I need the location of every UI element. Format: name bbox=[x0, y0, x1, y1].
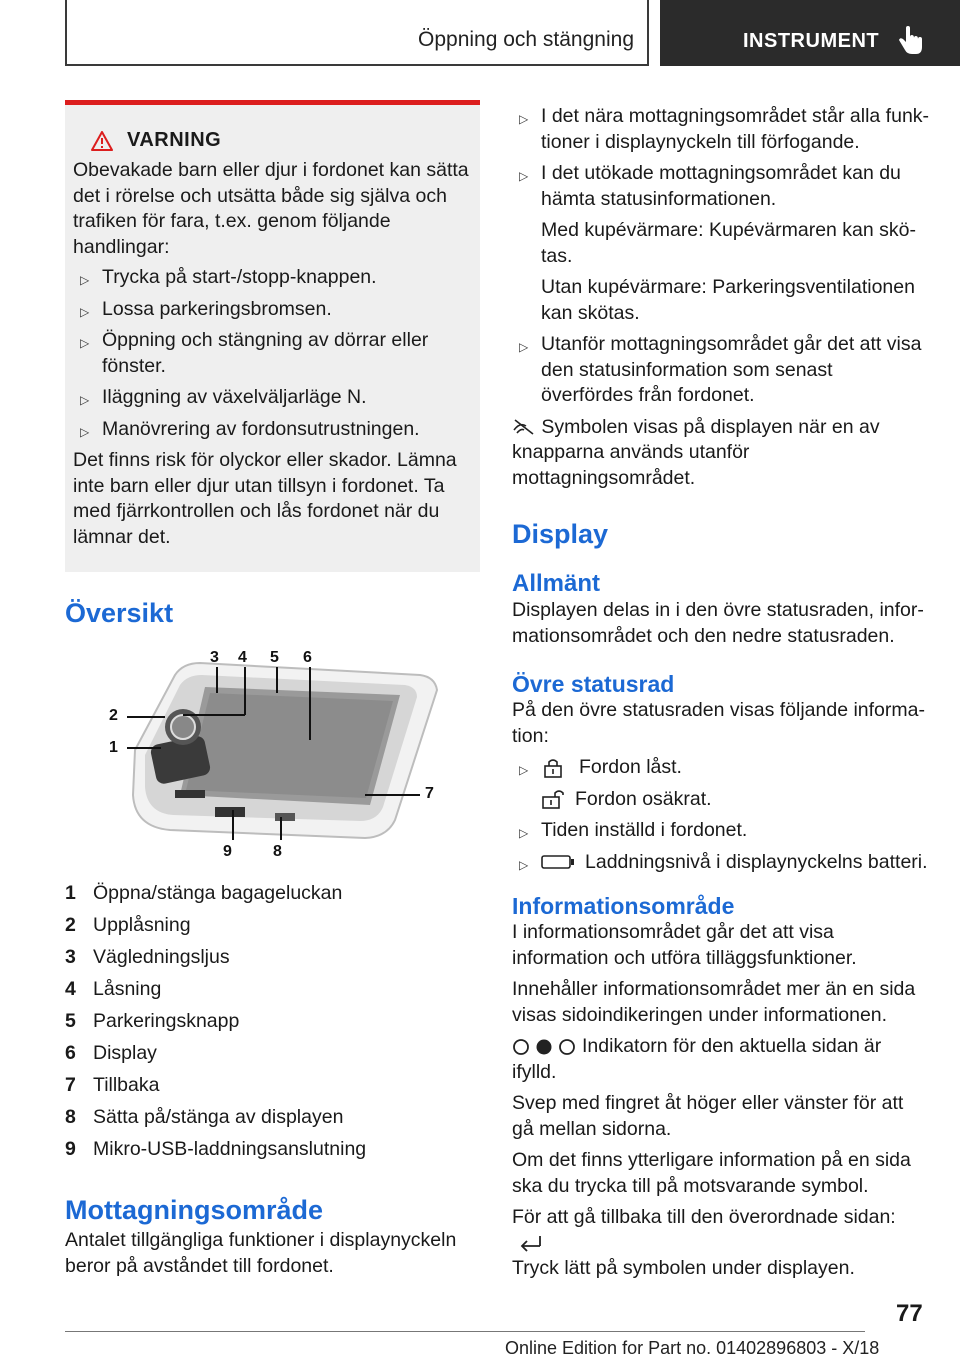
legend-row: 2 Upplåsning bbox=[65, 914, 191, 936]
right-column bbox=[512, 104, 930, 1282]
hand-pointer-icon bbox=[896, 26, 924, 56]
sub-paragraph: Utan kupévärmare: Parkeringsventilationen kan skötas. bbox=[541, 276, 915, 324]
legend-row: 7 Tillbaka bbox=[65, 1074, 160, 1096]
info-paragraph: Om det finns ytterligare information på en sida ska du trycka till på motsvarande symbol. bbox=[512, 1149, 911, 1197]
warning-list bbox=[73, 265, 472, 442]
legend-row: 3 Vägledningsljus bbox=[65, 946, 230, 968]
legend-row: 5 Parkeringsknapp bbox=[65, 1010, 240, 1032]
sub-paragraph: Med kupévärmare: Kupévärmaren kan skötas. bbox=[541, 219, 917, 267]
list-item: ▷ Manövrering av fordonsutrustningen. bbox=[73, 417, 472, 443]
bullet-triangle-icon: ▷ bbox=[519, 169, 529, 183]
bullet-triangle-icon: ▷ bbox=[519, 763, 529, 777]
figure-label: 8 bbox=[273, 843, 282, 860]
info-paragraph: I informationsområdet går det att visa information och utföra tilläggsfunktioner. bbox=[512, 921, 857, 969]
symbol-paragraph: Symbolen visas på displayen när en av knapparna används utanför mottagningsområdet. bbox=[512, 415, 880, 489]
footer-edition: Online Edition for Part no. 01402896803 - X/18 bbox=[505, 1338, 880, 1358]
figure-label: 2 bbox=[109, 707, 118, 724]
legend-row: 1 Öppna/stänga bagageluckan bbox=[65, 882, 343, 904]
figure-label: 3 bbox=[210, 649, 219, 666]
list-item: ▷ Fordon låst. Fordon osäkrat. bbox=[512, 755, 930, 812]
ovre-statusrad-text: På den övre statusraden visas följande information: bbox=[512, 699, 925, 747]
bullet-triangle-icon: ▷ bbox=[519, 857, 529, 872]
page-number: 77 bbox=[896, 1300, 923, 1327]
figure-label: 6 bbox=[303, 649, 312, 666]
header-section-title: Öppning och stängning bbox=[418, 28, 634, 51]
legend-row: 9 Mikro-USB-laddningsanslutning bbox=[65, 1138, 367, 1160]
battery-icon bbox=[541, 854, 575, 870]
list-item: ▷ I det nära mottagningsområdet står alla funktioner i displaynyckeln till förfogande. bbox=[519, 105, 930, 153]
warning-intro: Obevakade barn eller djur i fordonet kan sätta det i rörelse och utsätta både sig själva och trafiken för fara, t.ex. genom följande handlingar: bbox=[73, 159, 469, 258]
page-header bbox=[0, 0, 960, 66]
warning-title bbox=[91, 129, 472, 152]
figure-label: 1 bbox=[109, 739, 118, 756]
ovre-statusrad-heading: Övre statusrad bbox=[512, 671, 675, 697]
warning-title-text: VARNING bbox=[127, 129, 222, 151]
figure-label: 5 bbox=[270, 649, 279, 666]
warning-box bbox=[65, 100, 480, 572]
out-of-range-icon bbox=[512, 418, 536, 436]
allmant-heading: Allmänt bbox=[512, 570, 601, 597]
legend-row: 4 Låsning bbox=[65, 978, 162, 1000]
sub-paragraph: Fordon osäkrat. bbox=[541, 787, 930, 813]
header-chapter-label: INSTRUMENT bbox=[743, 30, 880, 52]
oversikt-heading: Översikt bbox=[65, 598, 174, 628]
bullet-triangle-icon: ▷ bbox=[80, 273, 90, 287]
header-chapter-tab bbox=[660, 0, 960, 66]
info-paragraph: Innehåller informationsområdet mer än en sida visas sidoindikeringen under informationen. bbox=[512, 978, 916, 1026]
info-indicator-paragraph: Indikatorn för den aktuella sidan är ifylld. bbox=[512, 1035, 882, 1083]
bullet-triangle-icon: ▷ bbox=[80, 336, 90, 350]
legend-row: 6 Display bbox=[65, 1042, 157, 1064]
bullet-triangle-icon: ▷ bbox=[519, 112, 529, 126]
figure-label: 4 bbox=[238, 649, 247, 666]
left-column bbox=[65, 100, 480, 1279]
ovre-statusrad-list bbox=[512, 755, 930, 875]
informationsomrade-heading: Informationsområde bbox=[512, 893, 735, 919]
warning-triangle-icon bbox=[91, 131, 113, 151]
warning-outro: Det finns risk för olyckor eller skador. Lämna inte barn eller djur utan tillsyn i fordonet. Ta med fjärrkontrollen och lås fordonet när du lämnar det. bbox=[73, 449, 457, 548]
mottagning-heading: Mottagningsområde bbox=[65, 1195, 324, 1225]
list-item: ▷ Laddningsnivå i displaynyckelns batteri. bbox=[512, 850, 930, 876]
unlock-icon bbox=[541, 789, 565, 809]
display-key-figure bbox=[65, 645, 480, 865]
figure-legend bbox=[65, 877, 480, 1165]
bullet-triangle-icon: ▷ bbox=[519, 340, 529, 354]
list-item: ▷ Tiden inställd i fordonet. bbox=[512, 818, 930, 844]
list-item: ▷ Lossa parkeringsbromsen. bbox=[73, 297, 472, 323]
list-item: ▷ Iläggning av växelväljarläge N. bbox=[73, 385, 472, 411]
bullet-triangle-icon: ▷ bbox=[80, 393, 90, 407]
footer-divider bbox=[65, 1331, 865, 1332]
back-arrow-icon bbox=[518, 1234, 544, 1252]
info-back-paragraph: För att gå tillbaka till den överordnade sidan: Tryck lätt på symbolen under displayen. bbox=[512, 1206, 896, 1279]
display-key-illustration bbox=[65, 645, 480, 865]
lock-icon bbox=[541, 758, 565, 778]
mottagning-list bbox=[512, 104, 930, 409]
list-item: ▷ Öppning och stängning av dörrar eller fönster. bbox=[80, 329, 429, 377]
list-item: ▷ Utanför mottagningsområdet går det att visa den statusinformation som senast överfördes från fordonet. bbox=[519, 333, 922, 406]
bullet-triangle-icon: ▷ bbox=[80, 304, 90, 319]
figure-label: 7 bbox=[425, 785, 434, 802]
info-paragraph: Svep med fingret åt höger eller vänster för att gå mellan sidorna. bbox=[512, 1092, 904, 1140]
bullet-triangle-icon: ▷ bbox=[80, 424, 90, 439]
mottagning-text: Antalet tillgängliga funktioner i displaynyckeln beror på avståndet till fordonet. bbox=[65, 1229, 457, 1277]
list-item: ▷ Trycka på start-/stopp-knappen. bbox=[73, 265, 472, 291]
bullet-triangle-icon: ▷ bbox=[519, 826, 529, 840]
allmant-text: Displayen delas in i den övre statusraden, informationsområdet och den nedre statusraden. bbox=[512, 599, 924, 647]
page-indicator-dots-icon bbox=[512, 1038, 576, 1056]
list-item: ▷ I det utökade mottagningsområdet kan du hämta statusinformationen. Med kupévärmare: Kupévärmaren kan skötas. Utan kupévärmare: Parkeringsventilationen kan skötas. bbox=[512, 161, 930, 326]
display-heading: Display bbox=[512, 519, 609, 549]
legend-row: 8 Sätta på/stänga av displayen bbox=[65, 1106, 344, 1128]
figure-label: 9 bbox=[223, 843, 232, 860]
